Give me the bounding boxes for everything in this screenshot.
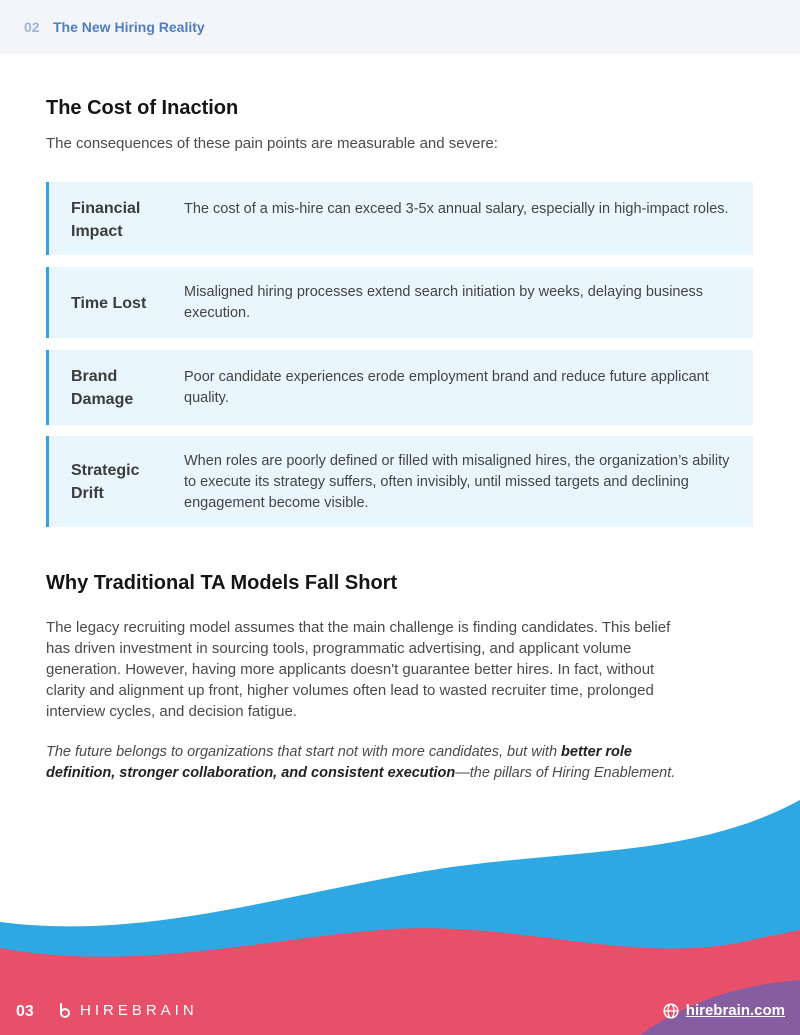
section-title: The New Hiring Reality — [53, 19, 205, 35]
globe-icon — [663, 1003, 679, 1019]
why-heading: Why Traditional TA Models Fall Short — [46, 572, 398, 594]
cost-card-description: Poor candidate experiences erode employment brand and reduce future applicant quality. — [184, 369, 709, 406]
why-paragraph: The legacy recruiting model assumes that the main challenge is finding candidates. This belief has driven investment in sourcing tools, programmatic advertising, and applicant volume generation. However, having more applicants doesn't guarantee better hires. In fact, without clarity and alignment up front, higher volumes often lead to wasted recruiter time, prolonged interview cycles, and decision fatigue. — [46, 619, 671, 720]
why-quote: The future belongs to organizations that start not with more candidates, but with better role definition, stronger collaboration, and consistent execution—the pillars of Hiring Enablement. — [46, 744, 676, 781]
cost-card-description: The cost of a mis-hire can exceed 3-5x annual salary, especially in high-impact roles. — [184, 201, 729, 217]
page-number: 03 — [16, 1003, 34, 1020]
cost-card-brand — [46, 350, 753, 425]
decorative-waves — [0, 780, 800, 1035]
cost-heading: The Cost of Inaction — [46, 97, 239, 119]
website-link[interactable] — [663, 1002, 785, 1019]
page-header — [0, 0, 800, 54]
cost-card-description: When roles are poorly defined or filled with misaligned hires, the organization’s ability to execute its strategy suffers, often invisibly, until missed targets and declining engagement become visible. — [184, 453, 730, 511]
cost-intro: The consequences of these pain points are measurable and severe: — [46, 135, 498, 152]
cost-card-description: Misaligned hiring processes extend search initiation by weeks, delaying business execution. — [184, 284, 704, 321]
cost-card-label: Strategic Drift — [71, 462, 140, 502]
cost-card-label: Brand Damage — [71, 368, 134, 408]
cost-card-label: Financial Impact — [71, 200, 141, 240]
brand-name: HIREBRAIN — [80, 1002, 198, 1019]
hirebrain-logo-icon — [58, 1003, 72, 1019]
cost-card-label: Time Lost — [71, 295, 147, 312]
brand-logo — [58, 1002, 198, 1019]
section-number: 02 — [24, 19, 40, 35]
cost-card-time — [46, 267, 753, 338]
website-url[interactable]: hirebrain.com — [685, 1002, 785, 1019]
cost-card-strategic — [46, 436, 753, 527]
cost-card-financial — [46, 182, 753, 255]
